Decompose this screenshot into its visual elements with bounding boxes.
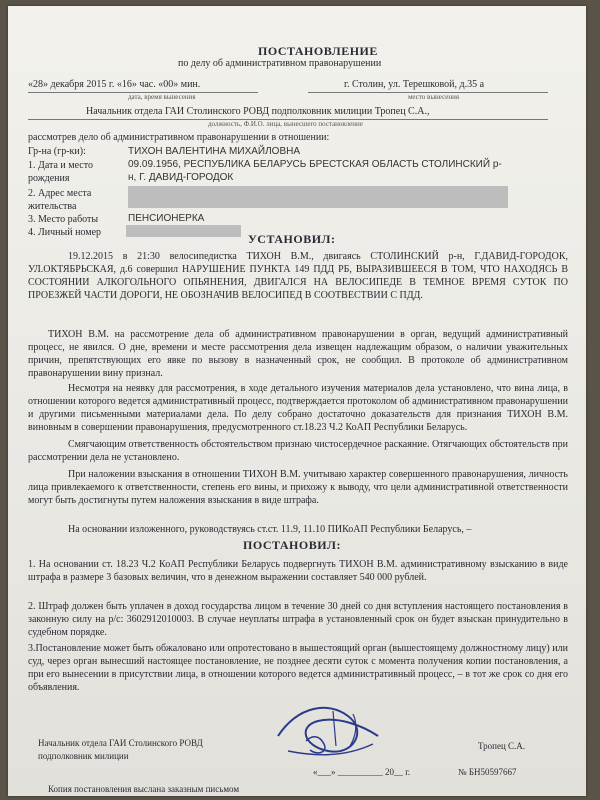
field-value-name: ТИХОН ВАЛЕНТИНА МИХАЙЛОВНА [128,146,301,157]
document-page [8,6,586,796]
copy-date: «___» __________ 20__ г. [313,767,411,777]
considered-line: рассмотрев дело об административном правонарушении в отношении: [28,132,330,143]
field-value-birth-2: н, Г. ДАВИД-ГОРОДОК [128,172,234,183]
redacted-personal-number [126,225,241,237]
decided-item-3: 3.Постановление может быть обжаловано или опротестовано в вышестоящий орган (вышестоящему должностному лицу) или суд, через орган вынесший настоящее постановление, не позднее десяти суток с момента получения копии постановления, а при его вынесении в присутствии лица, в отношении которого ведется административный процесс, – в тот же срок со дня его объявления. [28,643,568,693]
field-label-work: 3. Место работы [28,214,99,225]
field-value-work: ПЕНСИОНЕРКА [128,213,205,224]
document-title: ПОСТАНОВЛЕНИЕ [258,44,378,58]
redacted-address [128,186,508,208]
official-line: Начальник отдела ГАИ Столинского РОВД подполковник милиции Тропец С.А., [86,106,430,117]
field-value-birth: 09.09.1956, РЕСПУБЛИКА БЕЛАРУСЬ БРЕСТСКАЯ ОБЛАСТЬ СТОЛИНСКИЙ р- [128,159,502,170]
date-line: «28» декабря 2015 г. «16» час. «00» мин. [28,79,201,90]
footer-signer: Тропец С.А. [478,741,526,751]
established-paragraph-1: 19.12.2015 в 21:30 велосипедистка ТИХОН В.М., двигаясь СТОЛИНСКИЙ р-н, Г.ДАВИД-ГОРОДОК, УЛ.ОКТЯБРЬСКАЯ, д.6 совершил НАРУШЕНИЕ ПУНКТА 149 ПДД РБ, ВЫРАЗИВШЕЕСЯ В ТОМ, ЧТО НАХОДЯСЬ В СОСТОЯНИИ АЛКОГОЛЬНОГО ОПЬЯНЕНИЯ, ДВИГАЛСЯ НА ВЕЛОСИПЕДЕ В ТЕМНОЕ ВРЕМЯ СУТОК ПО ПРОЕЗЖЕЙ ЧАСТИ ДОРОГИ, НЕ ОБОЗНАЧИВ ВЕЛОСИПЕД В СООТВЕСТВИИ С ПДД. [28,251,568,301]
copy-sent-line: Копия постановления выслана заказным письмом [48,784,240,794]
footer-official-line1: Начальник отдела ГАИ Столинского РОВД [38,738,203,748]
established-paragraph-6: На основании изложенного, руководствуясь ст.ст. 11.9, 11.10 ПИКоАП Республики Беларусь, – [68,524,472,535]
field-label-birth-2: рождения [28,173,70,184]
signature-icon [258,696,398,766]
mail-number: № БН50597667 [458,767,517,777]
decided-heading: ПОСТАНОВИЛ: [243,538,341,552]
decided-item-2: 2. Штраф должен быть уплачен в доход государства лицом в течение 30 дней со дня вступления настоящего постановления в законную силу на р/с: 3602912010003. В случае неуплаты штрафа в установленный срок он будет взыскан принудительно в судебном порядке. [28,601,568,638]
document-subtitle: по делу об административном правонарушении [178,58,382,69]
established-paragraph-2: ТИХОН В.М. на рассмотрение дела об административном правонарушении в орган, ведущий административный процесс, не явился. О дне, времени и месте рассмотрения дела извещен надлежащим образом, о наличии уважительных причин, препятствующих его явке по вызову в назначенный срок, не сообщил. В протоколе об административном правонарушении вину признал. [28,329,568,379]
field-label-address: 2. Адрес места [28,188,92,199]
established-paragraph-3: Несмотря на неявку для рассмотрения, в ходе детального изучения материалов дела установлено, что вина лица, в отношении которого ведется административный процесс, подтверждается протоколом об административном правонарушении и другими письменными материалами дела. По делу собрано достаточно доказательств для признания ТИХОН В.М. виновным в совершении правонарушения, предусмотренного ст.18.23 Ч.2 КоАП Республики Беларусь. [28,383,568,433]
field-label-name: Гр-на (гр-ки): [28,146,86,157]
footer-official-line2: подполковник милиции [38,751,129,761]
established-paragraph-4: Смягчающим ответственность обстоятельством признаю чистосердечное раскаяние. Отягчающих обстоятельств при рассмотрении дела не установлено. [28,439,568,463]
field-label-personal-number: 4. Личный номер [28,227,102,238]
official-caption: должность, Ф.И.О. лица, вынесшего постановление [208,120,363,128]
field-label-address-2: жительства [28,201,77,212]
established-heading: УСТАНОВИЛ: [248,232,336,246]
established-paragraph-5: При наложении взыскания в отношении ТИХОН В.М. учитываю характер совершенного правонарушения, личность лица привлекаемого к ответственности, степень его вины, и прихожу к выводу, что цели административной ответственности могут быть достигнуты путем наложения взыскания в виде штрафа. [28,469,568,506]
place-text: г. Столин, ул. Терешковой, д.35 а [344,79,485,90]
place-caption: место вынесения [408,93,460,101]
decided-item-1: 1. На основании ст. 18.23 Ч.2 КоАП Республики Беларусь подвергнуть ТИХОН В.М. административному взысканию в виде штрафа в размере 3 базовых величин, что в денежном выражении составляет 540 000 рублей. [28,559,568,583]
date-caption: дата, время вынесения [128,93,196,101]
field-label-birth: 1. Дата и место [28,160,93,171]
